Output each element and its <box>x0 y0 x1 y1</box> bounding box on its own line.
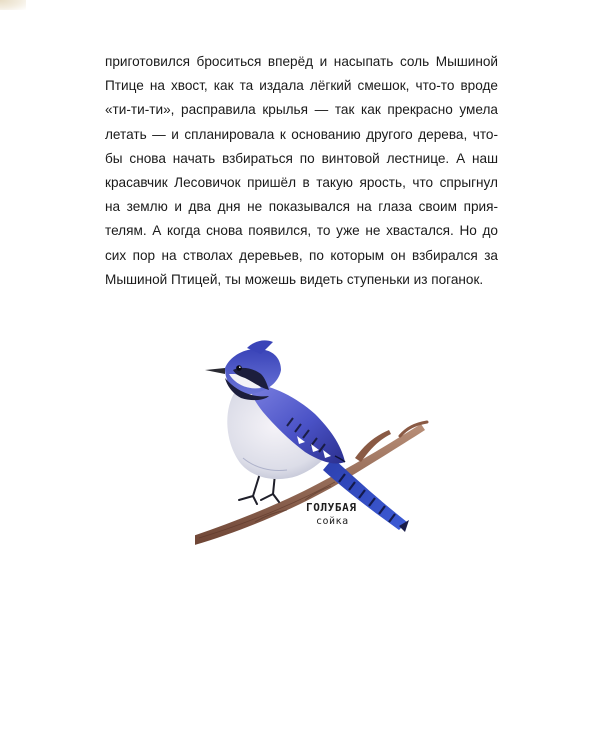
story-line-6: красавчик Лесовичок пришёл в такую ярость, что спрыгнул <box>105 174 498 190</box>
story-line-1: приготовился броситься вперёд и насыпать соль Мышиной <box>105 54 498 69</box>
blue-jay-drawing <box>195 340 435 550</box>
blue-jay-illustration <box>195 340 435 550</box>
caption-line-1: ГОЛУБАЯ <box>306 501 357 514</box>
story-line-10: Мышиной Птицей, ты можешь видеть ступеньки из поганок. <box>105 271 484 287</box>
story-line-8: телям. А когда снова появился, то уже не хвастался. Но до <box>105 223 498 239</box>
caption-line-2: сойка <box>316 516 349 527</box>
story-line-4: летать — и спланировала к основанию другого дерева, что- <box>105 126 498 142</box>
page-corner-mark <box>0 0 26 10</box>
story-line-3: «ти-ти-ти», расправила крылья — так как прекрасно умела <box>105 102 498 118</box>
illustration-caption <box>306 501 357 527</box>
story-line-2: Птице на хвост, как та издала лёгкий смешок, что-то вроде <box>105 78 498 94</box>
story-line-9: сих пор на стволах деревьев, по которым он взбирался за <box>105 247 498 263</box>
story-text <box>105 50 498 292</box>
story-line-5: бы снова начать взбираться по винтовой лестнице. А наш <box>105 150 498 166</box>
story-line-7: на землю и два дня не показывался на глаза своим прия- <box>105 199 498 215</box>
